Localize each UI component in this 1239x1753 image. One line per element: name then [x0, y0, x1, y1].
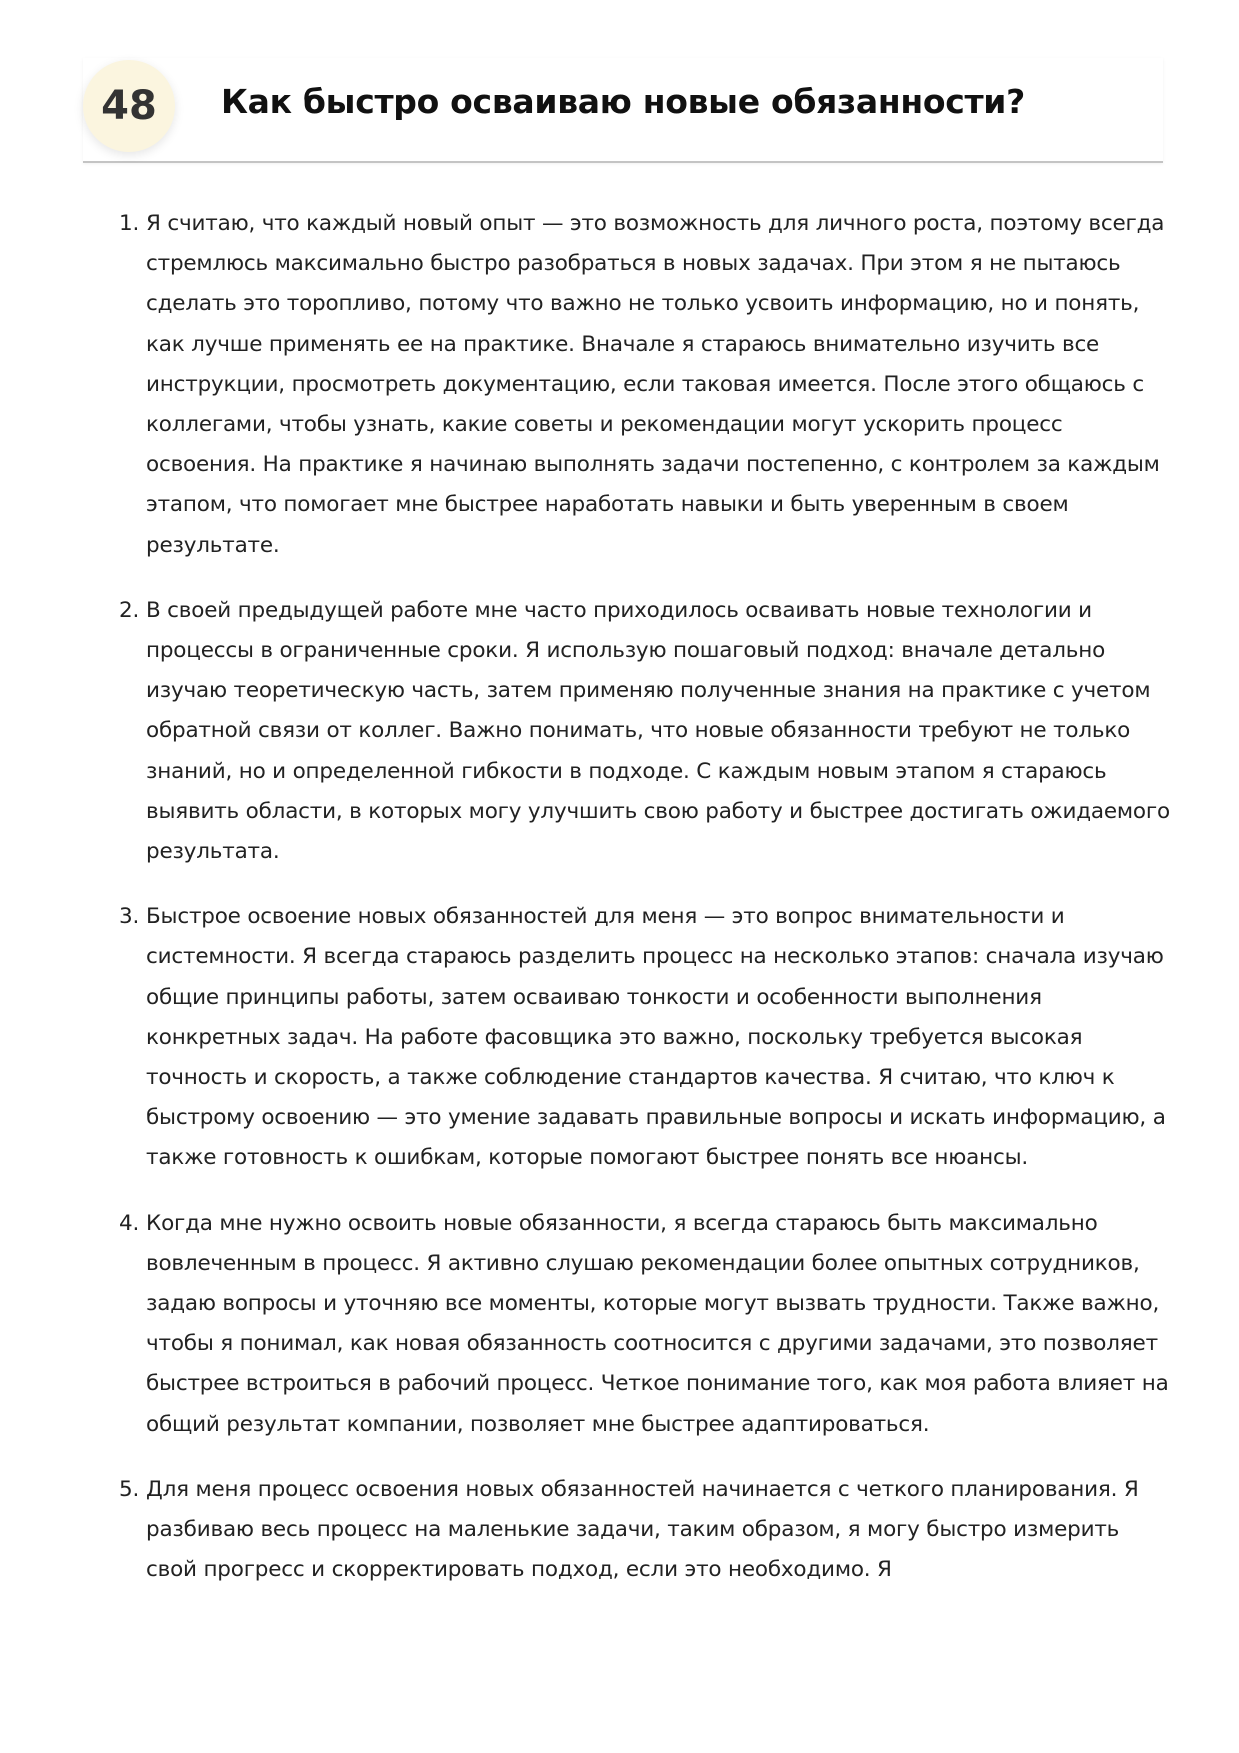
- answer-number: 1.: [119, 211, 140, 236]
- answer-number: 2.: [119, 597, 140, 623]
- answer-text: В своей предыдущей работе мне часто приходилось осваивать новые технологии и процессы в ограниченные сроки. Я использую пошаговый подход: вначале детально изучаю теоретическую часть, затем применяю полученные знания на практике с учетом обратной связи от коллег. Важно понимать, что новые обязанности требуют не только знаний, но и определенной гибкости в подходе. С каждым новым этапом я стараюсь выявить области, в которых могу улучшить свою работу и быстрее достигать ожидаемого результата.: [146, 597, 1170, 865]
- answer-item: [110, 204, 1170, 566]
- answer-number: 5.: [119, 1476, 140, 1502]
- answer-item: [110, 897, 1170, 1178]
- answer-text: Я считаю, что каждый новый опыт — это возможность для личного роста, поэтому всегда стремлюсь максимально быстро разобраться в новых задачах. При этом я не пытаюсь сделать это торопливо, потому что важно не только усвоить информацию, но и понять, как лучше применять ее на практике. Вначале я стараюсь внимательно изучить все инструкции, просмотреть документацию, если таковая имеется. После этого общаюсь с коллегами, чтобы узнать, какие советы и рекомендации могут ускорить процесс освоения. На практике я начинаю выполнять задачи постепенно, с контролем за каждым этапом, что помогает мне быстрее наработать навыки и быть уверенным в своем результате.: [146, 211, 1165, 558]
- answer-item: [110, 1204, 1170, 1445]
- question-number-badge: 48: [83, 60, 175, 152]
- answer-text: Быстрое освоение новых обязанностей для меня — это вопрос внимательности и системности. Я всегда стараюсь разделить процесс на несколько этапов: сначала изучаю общие принципы работы, затем осваиваю тонкости и особенности выполнения конкретных задач. На работе фасовщика это важно, поскольку требуется высокая точность и скорость, а также соблюдение стандартов качества. Я считаю, что ключ к быстрому освоению — это умение задавать правильные вопросы и искать информацию, а также готовность к ошибкам, которые помогают быстрее понять все нюансы.: [146, 904, 1166, 1171]
- question-header: [83, 58, 1163, 163]
- question-title: Как быстро осваиваю новые обязанности?: [221, 82, 1025, 121]
- answer-number: 4.: [119, 1210, 140, 1236]
- answers-list: [110, 204, 1170, 1616]
- answer-item: [110, 1470, 1170, 1591]
- answer-item: [110, 591, 1170, 872]
- answer-text: Для меня процесс освоения новых обязанностей начинается с четкого планирования. Я разбиваю весь процесс на маленькие задачи, таким образом, я могу быстро измерить свой прогресс и скорректировать подход, если это необходимо. Я: [146, 1476, 1139, 1583]
- answer-number: 3.: [119, 904, 140, 930]
- answer-text: Когда мне нужно освоить новые обязанности, я всегда стараюсь быть максимально вовлеченным в процесс. Я активно слушаю рекомендации более опытных сотрудников, задаю вопросы и уточняю все моменты, которые могут вызвать трудности. Также важно, чтобы я понимал, как новая обязанность соотносится с другими задачами, это позволяет быстрее встроиться в рабочий процесс. Четкое понимание того, как моя работа влияет на общий результат компании, позволяет мне быстрее адаптироваться.: [146, 1210, 1169, 1437]
